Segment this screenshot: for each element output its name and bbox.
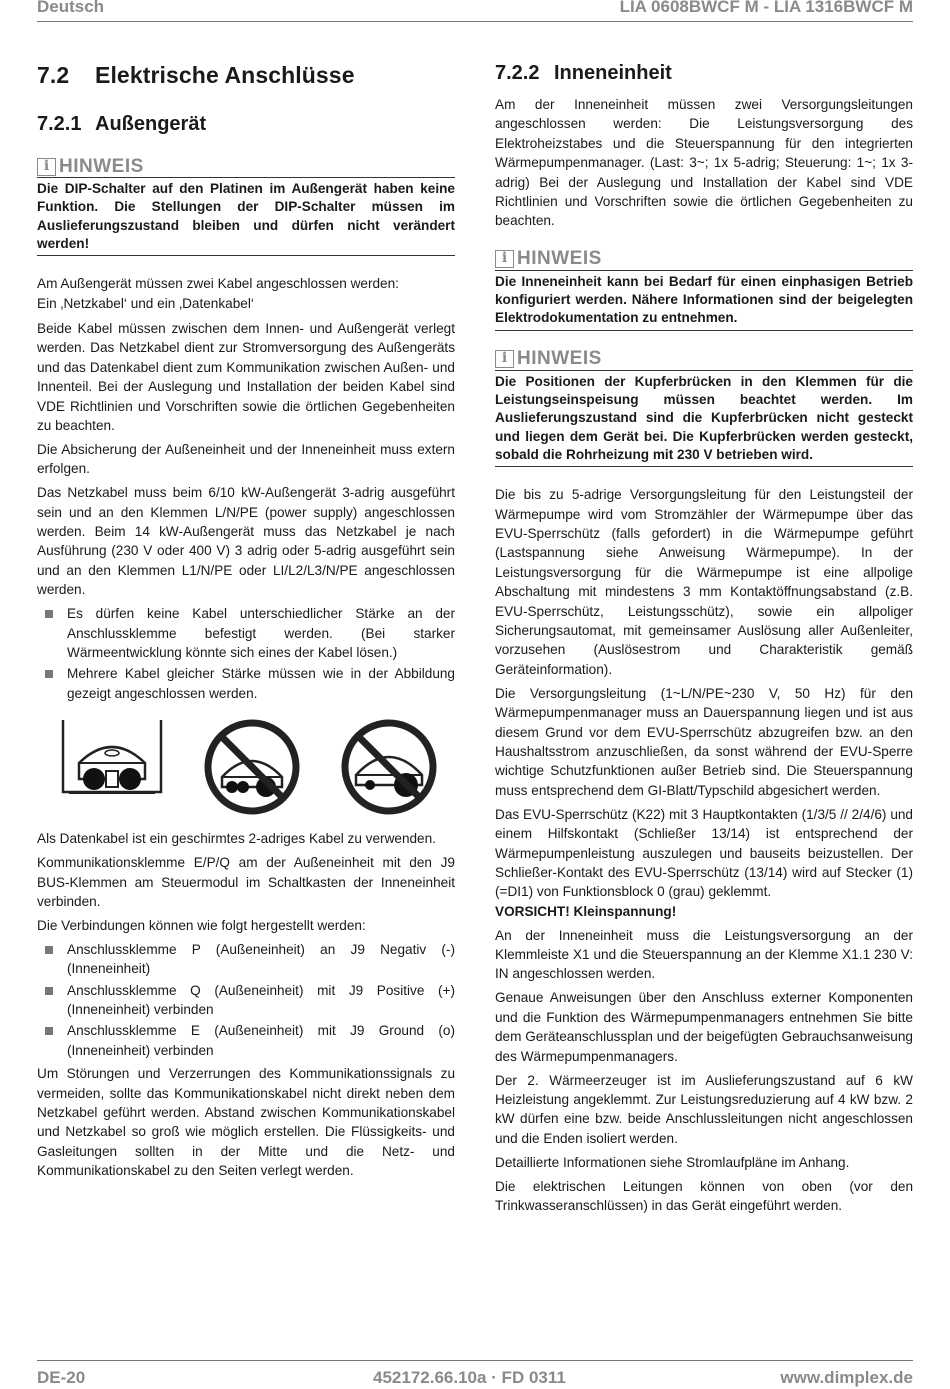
info-icon: i bbox=[495, 250, 514, 268]
note-title: HINWEIS bbox=[59, 155, 144, 177]
bullet-list bbox=[37, 604, 455, 703]
paragraph: Beide Kabel müssen zwischen dem Innen- und Außengerät verlegt werden. Das Netzkabel dient zur Stromversorgung des Außengeräts und das Datenkabel dient zum Kommunikation zwischen Außen- und Innenteil. Bei der Auslegung und Installation der beiden Kabel sind VDE Richtlinien und Vorschriften sowie die örtlichen Gegebenheiten zu beachten. bbox=[37, 321, 455, 434]
paragraph: Die Absicherung der Außeneinheit und der Inneneinheit muss extern erfolgen. bbox=[37, 441, 455, 477]
terminal-wrong-figure-1 bbox=[202, 717, 302, 817]
subsection-heading-outdoor bbox=[37, 113, 455, 136]
list-item-text: Anschlussklemme P (Außeneinheit) an J9 Negativ (-) (Inneneinheit) bbox=[67, 941, 455, 977]
subsection-number: 7.2.1 bbox=[37, 113, 82, 135]
section-heading bbox=[37, 62, 455, 89]
note-body: Die Inneneinheit kann bei Bedarf für einen einphasigen Betrieb konfiguriert werden. Nähere Informationen sind der beigelegten Elektrodokumentation zu entnehmen. bbox=[495, 271, 913, 331]
bullet-list bbox=[37, 940, 455, 1060]
list-item bbox=[37, 1021, 455, 1060]
footer-page-number: DE-20 bbox=[37, 1368, 86, 1387]
list-item-text: Mehrere Kabel gleicher Stärke müssen wie in der Abbildung gezeigt angeschlossen werden. bbox=[67, 666, 455, 701]
paragraph bbox=[495, 805, 913, 921]
cable-connection-figure bbox=[37, 717, 455, 825]
page-header bbox=[37, 0, 913, 22]
bullet-square-icon bbox=[45, 670, 53, 678]
subsection-title: Inneneinheit bbox=[554, 62, 672, 84]
note-header bbox=[495, 349, 913, 371]
terminal-wrong-figure-2 bbox=[334, 717, 444, 817]
bullet-square-icon bbox=[45, 610, 53, 618]
list-item bbox=[37, 664, 455, 703]
paragraph: Detaillierte Informationen siehe Stromlaufpläne im Anhang. bbox=[495, 1154, 850, 1170]
paragraph-text: Das EVU-Sperrschütz (K22) mit 3 Hauptkontakten (1/3/5 // 2/4/6) und einem Hilfskontakt (Schließer 13/14) ist entsprechend der Wärmepumpenleistung auszulegen und bauseits beizustellen. Der Schließer-Kontakt des EVU-Sperrschütz (13/14) wird auf Stecker (1) (=DI1) von Funktionsblock 0 (grau) geklemmt. bbox=[495, 806, 913, 900]
header-models: LIA 0608BWCF M - LIA 1316BWCF M bbox=[619, 0, 913, 16]
subsection-number: 7.2.2 bbox=[495, 62, 540, 84]
left-column bbox=[37, 58, 455, 1185]
list-item bbox=[37, 940, 455, 979]
info-icon: i bbox=[495, 350, 514, 368]
list-item-text: Anschlussklemme Q (Außeneinheit) mit J9 Positive (+) (Inneneinheit) verbinden bbox=[67, 982, 455, 1017]
paragraph bbox=[37, 274, 455, 313]
page-footer bbox=[37, 1360, 913, 1389]
bullet-square-icon bbox=[45, 946, 53, 954]
paragraph: Am der Inneneinheit müssen zwei Versorgungsleitungen angeschlossen werden: Die Leistungsversorgung des Elektroheizstabes und die Steuerspannung für den integrierten Wärmepumpenmanager. (Last: 3~; 1x 5-adrig; Steuerung: 1~; 1x 3-adrig) Bei der Auslegung und Installation der Kabel sind VDE Richtlinien und Vorschriften sowie die örtlichen Gegebenheiten zu beachten. bbox=[495, 97, 913, 229]
list-item bbox=[37, 981, 455, 1020]
paragraph: An der Inneneinheit muss die Leistungsversorgung an der Klemmleiste X1 und die Steuerspannung an der Klemme X1.1 230 V: IN angeschlossen werden. bbox=[495, 927, 913, 982]
note-single-phase bbox=[495, 249, 913, 331]
paragraph-line: Ein ‚Netzkabel‘ und ein ‚Datenkabel‘ bbox=[37, 295, 254, 311]
paragraph: Die Versorgungsleitung (1~L/N/PE~230 V, 50 Hz) für den Wärmepumpenmanager muss an Dauerspannung liegen und ist aus diesem Grund vor dem EVU-Sperrschütz abzugreifen bzw. an den Haushaltsstrom anzuschließen, da sonst während der EVU-Sperre wichtige Schutzfunktionen außer Betrieb sind. Die Steuerspannung muss entsprechend dem GI-Blatt/Typschild abgesichert werden. bbox=[495, 685, 913, 798]
bullet-square-icon bbox=[45, 1027, 53, 1035]
warning-text: VORSICHT! Kleinspannung! bbox=[495, 903, 677, 919]
section-title: Elektrische Anschlüsse bbox=[95, 62, 355, 88]
note-copper-bridges bbox=[495, 349, 913, 467]
section-number: 7.2 bbox=[37, 62, 70, 88]
paragraph: Als Datenkabel ist ein geschirmtes 2-adriges Kabel zu verwenden. bbox=[37, 831, 436, 847]
note-header bbox=[37, 156, 455, 178]
list-item-text: Anschlussklemme E (Außeneinheit) mit J9 Ground (o) (Inneneinheit) verbinden bbox=[67, 1023, 455, 1058]
terminal-correct-figure bbox=[57, 717, 167, 817]
paragraph: Die bis zu 5-adrige Versorgungsleitung für den Leistungsteil der Wärmepumpe wird vom Stromzähler der Wärmepumpe über das EVU-Sperrschütz (falls gefordert) in die Wärmepumpe geführt (Lastspannung siehe Anweisung Wärmepumpe). In der Leistungsversorgung für die Wärmepumpe ist eine allpolige Abschaltung mit mindestens 3 mm Kontaktöffnungsabstand (z.B. EVU-Sperrschütz, Leistungsschütz), sowie ein allpoliger Sicherungsautomat, mit gemeinsamer Auslösung aller Außenleiter, vorzusehen (Auslösestrom und Charakteristik gemäß Geräteinformation). bbox=[495, 487, 913, 677]
paragraph: Die elektrischen Leitungen können von oben (vor den Trinkwasseranschlüssen) in das Gerät eingeführt werden. bbox=[495, 1178, 913, 1213]
note-body: Die DIP-Schalter auf den Platinen im Außengerät haben keine Funktion. Die Stellungen der DIP-Schalter müssen im Auslieferungszustand bleiben und dürfen nicht verändert werden! bbox=[37, 178, 455, 256]
header-language: Deutsch bbox=[37, 0, 105, 16]
info-icon: i bbox=[37, 158, 56, 176]
right-column bbox=[495, 58, 913, 1220]
note-title: HINWEIS bbox=[517, 348, 602, 370]
note-dip-switch bbox=[37, 156, 455, 256]
paragraph: Genaue Anweisungen über den Anschluss externer Komponenten und die Funktion des Wärmepumpenmanagers entnehmen Sie bitte dem Geräteanschlussplan und der beigefügten Gebrauchsanweisung des Wärmepumpenmanagers. bbox=[495, 990, 913, 1064]
bullet-square-icon bbox=[45, 987, 53, 995]
subsection-title: Außengerät bbox=[95, 113, 207, 135]
subsection-heading-indoor bbox=[495, 62, 913, 85]
paragraph: Das Netzkabel muss beim 6/10 kW-Außengerät 3-adrig ausgeführt sein und an den Klemmen L/N/PE (power supply) angeschlossen werden. Beim 14 kW-Außengerät muss das Netzkabel je nach Ausführung (230 V oder 400 V) 3 adrig oder 5-adrig ausgeführt sein und an den Klemmen L1/N/PE oder LI/L2/L3/N/PE angeschlossen werden. bbox=[37, 485, 455, 598]
paragraph: Die Verbindungen können wie folgt hergestellt werden: bbox=[37, 917, 366, 933]
footer-website-link[interactable]: www.dimplex.de bbox=[780, 1368, 913, 1387]
note-title: HINWEIS bbox=[517, 248, 602, 270]
list-item bbox=[37, 604, 455, 662]
note-header bbox=[495, 249, 913, 271]
paragraph: Kommunikationsklemme E/P/Q am der Außeneinheit mit den J9 BUS-Klemmen am Steuermodul im Schaltkasten der Inneneinheit verbinden. bbox=[37, 855, 455, 909]
list-item-text: Es dürfen keine Kabel unterschiedlicher Stärke an der Anschlussklemme befestigt werden. (Bei starker Wärmeentwicklung könnte sich eines der Kabel lösen.) bbox=[67, 606, 455, 660]
paragraph-line: Am Außengerät müssen zwei Kabel angeschlossen werden: bbox=[37, 276, 399, 292]
paragraph: Der 2. Wärmeerzeuger ist im Auslieferungszustand auf 6 kW Heizleistung angeklemmt. Zur Leistungsreduzierung auf 4 kW bzw. 2 kW dürfen eine bzw. beide Anschlussleitungen nicht angeschlossen und die Enden isoliert werden. bbox=[495, 1072, 913, 1146]
note-body: Die Positionen der Kupferbrücken in den Klemmen für die Leistungseinspeisung müssen beachtet werden. Im Auslieferungszustand sind die Kupferbrücken nicht gesteckt und liegen dem Gerät bei. Die Kupferbrücken werden gesteckt, sobald die Rohrheizung mit 230 V betrieben wird. bbox=[495, 371, 913, 467]
paragraph: Um Störungen und Verzerrungen des Kommunikationssignals zu vermeiden, sollte das Kommunikationskabel nicht direkt neben dem Netzkabel geführt werden. Abstand zwischen Kommunikationskabel und Netzkabel so groß wie möglich erstellen. Die Flüssigkeits- und Gasleitungen sollten in der Mitte und die Netz- und Kommunikationskabel zu den Seiten verlegt werden. bbox=[37, 1066, 455, 1179]
footer-document-number: 452172.66.10a · FD 0311 bbox=[373, 1368, 566, 1387]
